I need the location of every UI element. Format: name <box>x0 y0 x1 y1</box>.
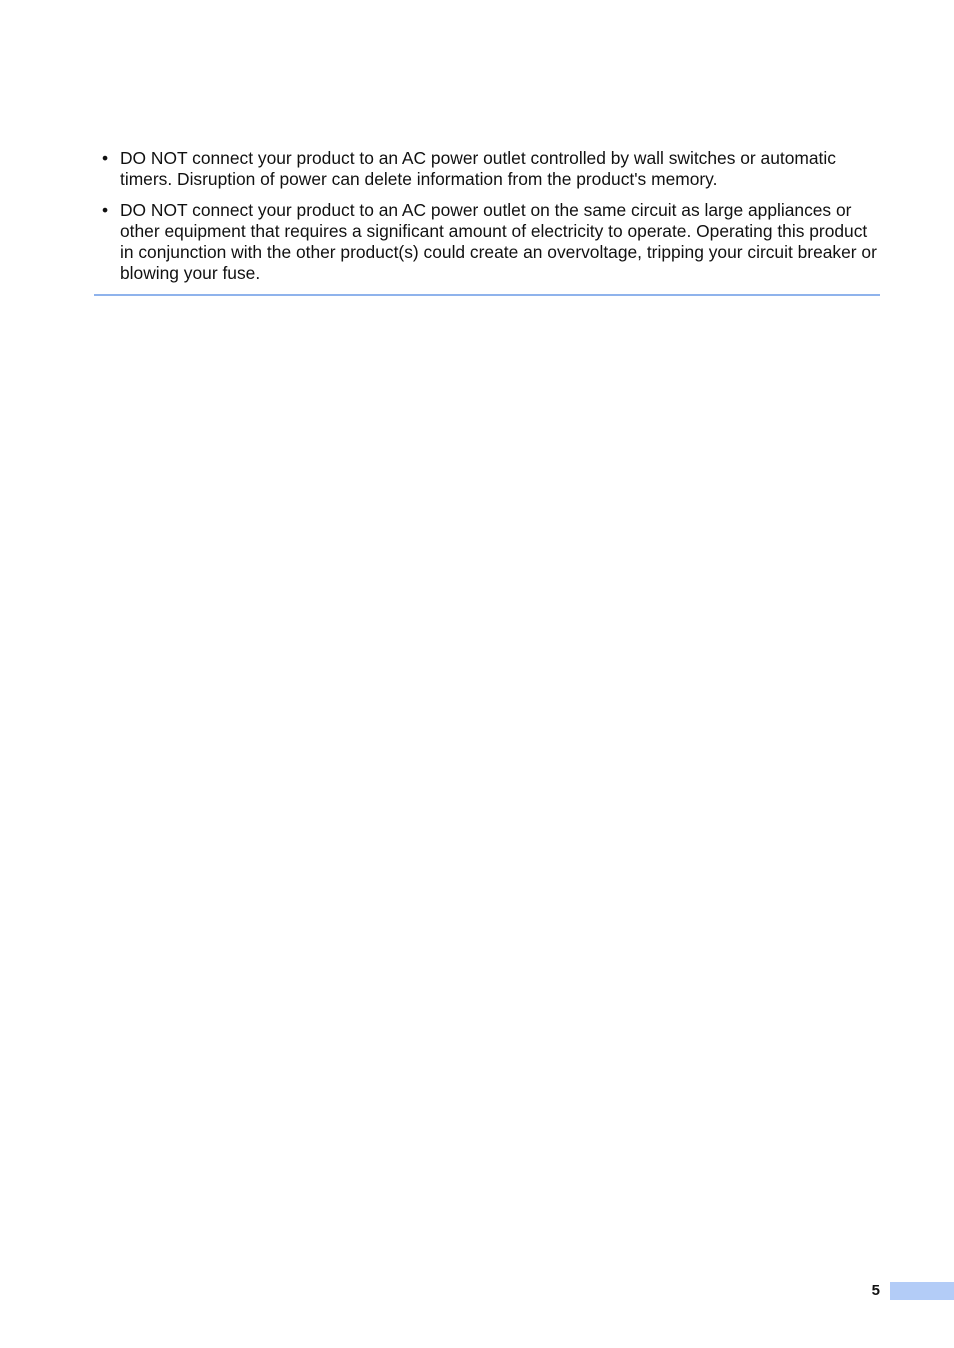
page-footer <box>872 1281 954 1301</box>
page-tab-marker <box>890 1282 954 1300</box>
bullet-icon: • <box>102 148 109 168</box>
notes-section <box>94 148 880 294</box>
page-number: 5 <box>871 1282 880 1299</box>
notes-list <box>94 148 880 284</box>
section-divider <box>94 294 880 296</box>
list-item <box>94 148 880 190</box>
list-item-text: DO NOT connect your product to an AC power outlet on the same circuit as large appliances or other equipment that requires a significant amount of electricity to operate. Operating this product in conjunction with the other product(s) could create an overvoltage, tripping your circuit breaker or blowing your fuse. <box>120 200 877 283</box>
list-item-text: DO NOT connect your product to an AC power outlet controlled by wall switches or automatic timers. Disruption of power can delete information from the product's memory. <box>120 148 836 189</box>
bullet-icon: • <box>102 200 109 220</box>
list-item <box>94 200 880 284</box>
